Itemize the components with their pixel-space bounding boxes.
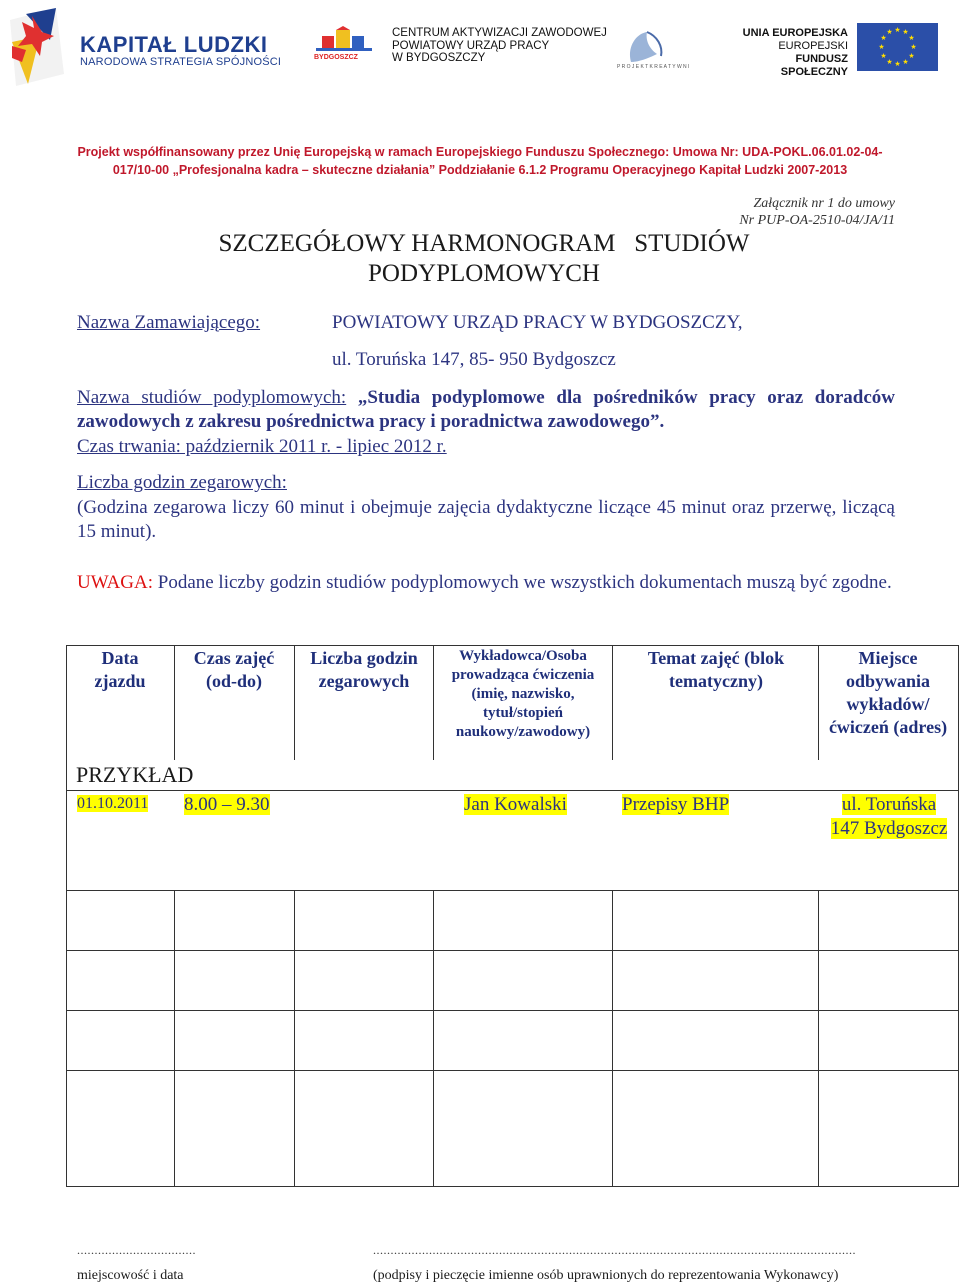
duration: Czas trwania: październik 2011 r. - lipiec 2012 r. (77, 436, 447, 457)
col-sep (174, 890, 175, 1187)
caz-line: W BYDGOSZCZY (392, 52, 486, 64)
table-border-left (66, 645, 67, 1187)
svg-text:★: ★ (880, 52, 887, 60)
svg-text:★: ★ (902, 58, 909, 66)
example-date-value: 01.10.2011 (77, 795, 149, 812)
col-sep (433, 890, 434, 1187)
col-sep (818, 890, 819, 1187)
kapital-ludzki-logo-icon (6, 6, 68, 88)
col-sep (433, 645, 434, 760)
kapital-ludzki-title: KAPITAŁ LUDZKI (80, 32, 268, 57)
title-line-1: SZCZEGÓŁOWY HARMONOGRAM STUDIÓW (218, 230, 750, 257)
eu-logo-text (734, 27, 848, 79)
svg-text:★: ★ (902, 28, 909, 36)
header-hours: Liczba godzin zegarowych (310, 648, 418, 691)
signature-dots: .......................................................................................................................................... (373, 1243, 856, 1257)
header-lecturer: Wykładowca/Osoba prowadząca ćwiczenia (imię, nazwisko, tytuł/stopień naukowy/zawodowy) (451, 648, 595, 740)
example-lecturer-value: Jan Kowalski (464, 794, 567, 815)
project-line-1: Projekt współfinansowany przez Unię Europejską w ramach Europejskiego Funduszu Społecznego: Umowa Nr: UDA-POKL.06.01.02-04- (77, 145, 883, 159)
svg-text:★: ★ (894, 60, 901, 68)
hours-label: Liczba godzin zegarowych: (77, 472, 287, 493)
svg-text:★: ★ (880, 34, 887, 42)
svg-text:★: ★ (894, 26, 901, 34)
document-title (0, 229, 960, 289)
bydgoszcz-logo-text: BYDGOSZCZ (314, 54, 358, 61)
schedule-table (66, 645, 959, 1187)
col-sep (818, 645, 819, 760)
client-name: POWIATOWY URZĄD PRACY W BYDGOSZCZY, (332, 312, 743, 333)
signature-place-dots: .................................. (77, 1243, 196, 1257)
example-topic (622, 793, 729, 817)
caz-line: CENTRUM AKTYWIZACJI ZAWODOWEJ (392, 27, 607, 39)
example-place (830, 793, 948, 841)
note-text: Podane liczby godzin studiów podyplomowych we wszystkich dokumentach muszą być zgodne. (153, 572, 892, 593)
table-border-bottom (66, 1186, 959, 1187)
example-date (77, 792, 148, 816)
row-sep (66, 890, 959, 891)
example-topic-value: Przepisy BHP (622, 794, 730, 815)
attachment-note (739, 195, 895, 229)
example-label: PRZYKŁAD (76, 762, 194, 787)
svg-text:P R O J E K T K R E A T Y W: P R O J E K T K R E A T Y W N I (617, 64, 689, 68)
signatures-caption: (podpisy i pieczęcie imienne osób uprawnionych do reprezentowania Wykonawcy) (373, 1268, 839, 1283)
eu-line: FUNDUSZ SPOŁECZNY (780, 53, 848, 78)
row-sep (66, 790, 959, 791)
example-time-value: 8.00 – 9.30 (184, 794, 270, 815)
client-label: Nazwa Zamawiającego: (77, 312, 261, 333)
col-sep (612, 645, 613, 760)
table-border-top (66, 645, 959, 646)
kapital-ludzki-subtitle: NARODOWA STRATEGIA SPÓJNOŚCI (80, 56, 282, 68)
table-border-right (958, 645, 959, 1187)
row-sep (66, 1010, 959, 1011)
studies-name: „Studia podyplomowe dla pośredników pracy oraz doradców zawodowych z zakresu pośrednictwa pracy i poradnictwa zawodowego”. (77, 387, 895, 432)
svg-text:★: ★ (910, 43, 917, 51)
hours-explanation: (Godzina zegarowa liczy 60 minut i obejmuje zajęcia dydaktyczne liczące 45 minut oraz przerwę, liczącą 15 minut). (77, 497, 895, 542)
note-paragraph (77, 571, 895, 595)
eu-line: EUROPEJSKI (778, 40, 848, 52)
eu-line: UNIA EUROPEJSKA (742, 27, 848, 39)
svg-text:★: ★ (908, 34, 915, 42)
bydgoszcz-logo-icon (312, 26, 378, 68)
svg-text:★: ★ (886, 28, 893, 36)
col-sep (174, 645, 175, 760)
title-line-2: PODYPLOMOWYCH (368, 260, 600, 287)
studies-label: Nazwa studiów podyplomowych: (77, 387, 347, 408)
project-funding-note (60, 143, 900, 179)
caz-line: POWIATOWY URZĄD PRACY (392, 39, 550, 52)
projekt-kreatywni-logo-icon (617, 28, 689, 68)
header-topic: Temat zajęć (blok tematyczny) (647, 648, 785, 691)
header-time: Czas zajęć (od-do) (193, 648, 275, 691)
example-lecturer (464, 793, 567, 817)
example-place-value: ul. Toruńska 147 Bydgoszcz (830, 794, 948, 839)
note-label: UWAGA: (77, 572, 153, 593)
header-date: Data zjazdu (94, 648, 146, 691)
studies-name-paragraph (77, 386, 895, 434)
col-sep (612, 890, 613, 1187)
client-address: ul. Toruńska 147, 85- 950 Bydgoszcz (332, 349, 616, 370)
row-sep (66, 1070, 959, 1071)
project-line-2: 017/10-00 „Profesjonalna kadra – skuteczne działania” Poddziałanie 6.1.2 Programu Operacyjnego Kapitał Ludzki 2007-2013 (112, 163, 848, 177)
svg-text:★: ★ (878, 43, 885, 51)
attachment-line-2: Nr PUP-OA-2510-04/JA/11 (739, 213, 895, 228)
header-place: Miejsce odbywania wykładów/ ćwiczeń (adres) (828, 648, 948, 737)
example-time (184, 793, 270, 817)
attachment-line-1: Załącznik nr 1 do umowy (753, 196, 895, 211)
eu-flag-icon (857, 23, 938, 71)
caz-logo-text (392, 27, 607, 65)
place-date-caption: miejscowość i data (77, 1268, 184, 1283)
svg-text:★: ★ (908, 52, 915, 60)
col-sep (294, 890, 295, 1187)
svg-text:★: ★ (886, 58, 893, 66)
col-sep (294, 645, 295, 760)
row-sep (66, 950, 959, 951)
